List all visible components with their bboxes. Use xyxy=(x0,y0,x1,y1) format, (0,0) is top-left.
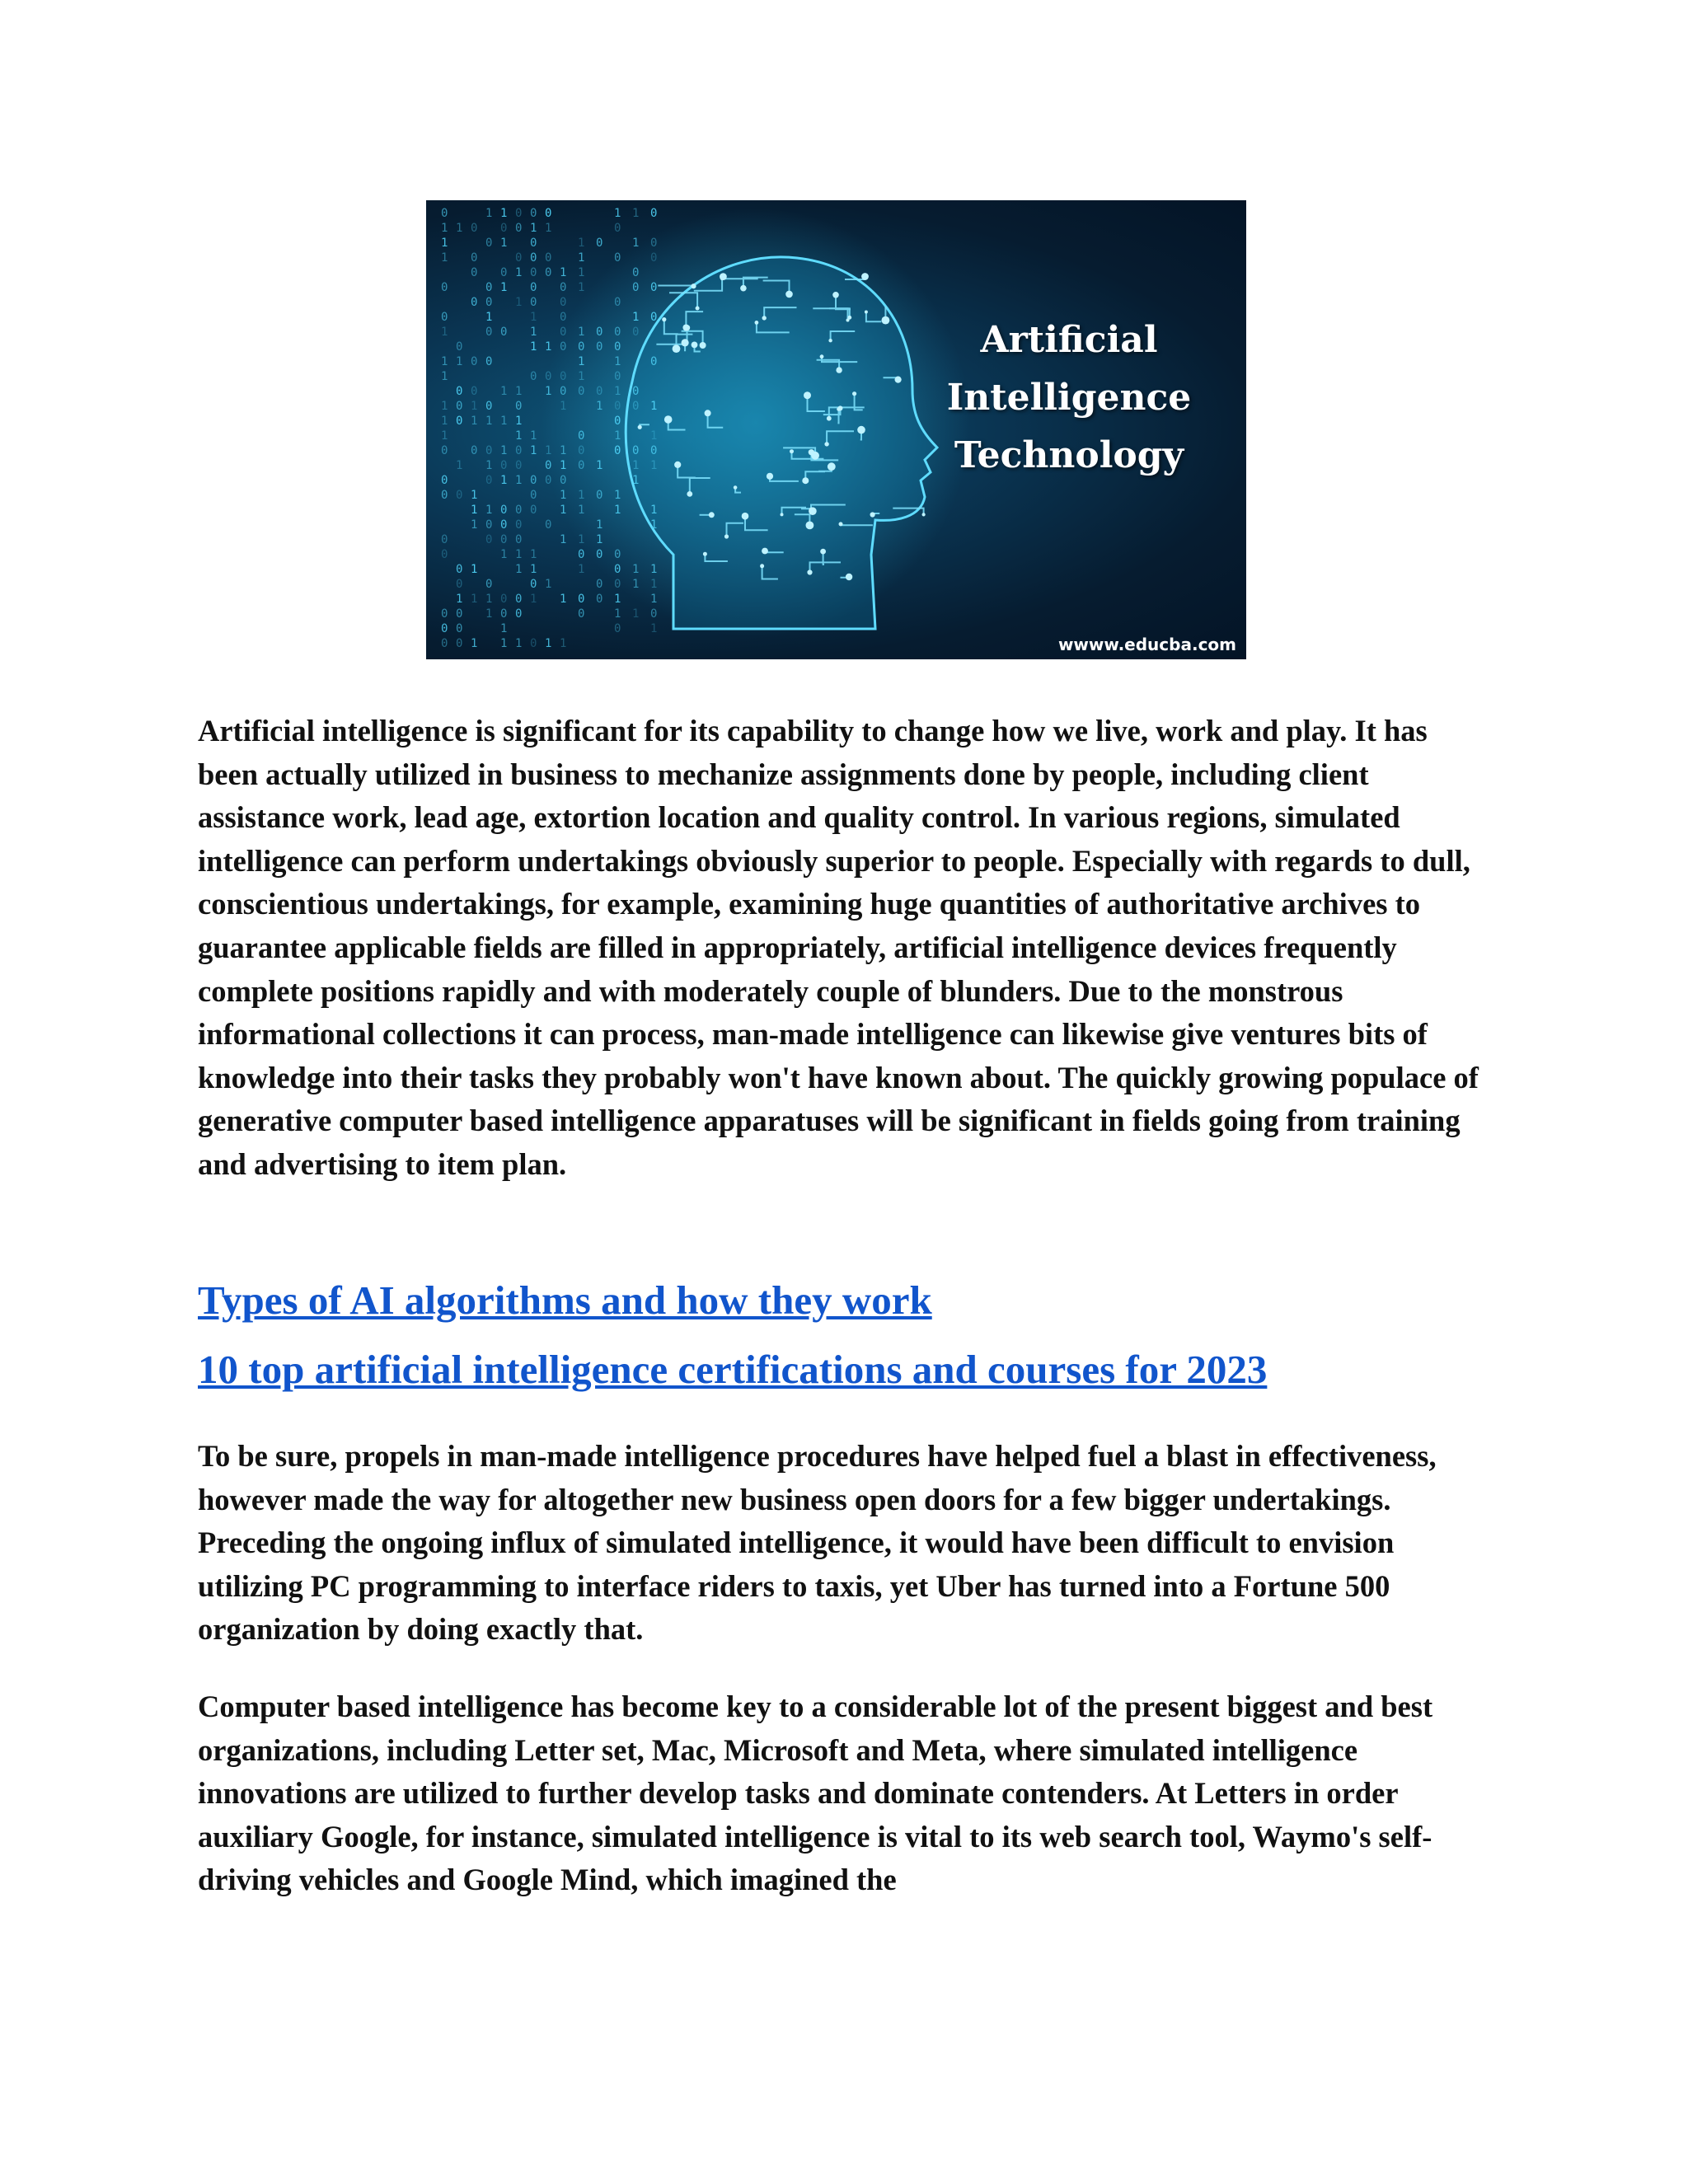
svg-text:1: 1 xyxy=(500,281,508,294)
svg-text:1: 1 xyxy=(650,578,658,591)
svg-text:0: 0 xyxy=(441,474,448,487)
svg-text:1: 1 xyxy=(500,548,508,561)
svg-text:0: 0 xyxy=(614,563,621,576)
svg-text:1: 1 xyxy=(485,593,493,606)
svg-text:0: 0 xyxy=(614,578,621,591)
svg-text:0: 0 xyxy=(530,207,537,220)
svg-text:0: 0 xyxy=(530,266,537,279)
svg-text:1: 1 xyxy=(500,207,508,220)
banner-title-line-1: Artificial xyxy=(980,319,1158,361)
svg-text:0: 0 xyxy=(578,607,585,621)
svg-text:0: 0 xyxy=(471,222,478,235)
svg-text:1: 1 xyxy=(578,251,585,265)
svg-text:0: 0 xyxy=(614,296,621,309)
svg-text:1: 1 xyxy=(632,311,640,324)
svg-text:0: 0 xyxy=(471,444,478,457)
svg-text:1: 1 xyxy=(596,400,603,413)
svg-text:1: 1 xyxy=(500,385,508,398)
svg-text:1: 1 xyxy=(456,459,463,472)
svg-text:1: 1 xyxy=(632,474,640,487)
banner-watermark-url: wwww.educba.com xyxy=(1057,635,1236,654)
svg-text:0: 0 xyxy=(632,444,640,457)
svg-text:0: 0 xyxy=(545,370,552,383)
svg-text:0: 0 xyxy=(614,622,621,635)
svg-text:0: 0 xyxy=(614,326,621,339)
svg-text:1: 1 xyxy=(441,237,448,250)
svg-text:1: 1 xyxy=(530,429,537,443)
svg-text:0: 0 xyxy=(441,533,448,546)
svg-text:0: 0 xyxy=(596,340,603,354)
svg-text:0: 0 xyxy=(515,400,523,413)
svg-text:0: 0 xyxy=(456,385,463,398)
svg-text:0: 0 xyxy=(500,607,508,621)
svg-text:0: 0 xyxy=(530,370,537,383)
svg-text:1: 1 xyxy=(515,266,523,279)
svg-text:1: 1 xyxy=(500,622,508,635)
svg-text:0: 0 xyxy=(560,385,567,398)
svg-text:1: 1 xyxy=(578,355,585,368)
svg-text:0: 0 xyxy=(560,340,567,354)
svg-text:1: 1 xyxy=(560,400,567,413)
svg-text:0: 0 xyxy=(500,593,508,606)
svg-text:0: 0 xyxy=(515,251,523,265)
svg-text:1: 1 xyxy=(471,563,478,576)
svg-text:0: 0 xyxy=(485,355,493,368)
svg-text:0: 0 xyxy=(614,251,621,265)
svg-text:1: 1 xyxy=(500,415,508,428)
svg-text:0: 0 xyxy=(596,237,603,250)
svg-text:1: 1 xyxy=(515,637,523,650)
svg-text:1: 1 xyxy=(578,281,585,294)
link-ai-certifications[interactable]: 10 top artificial intelligence certifications and courses for 2023 xyxy=(198,1347,1268,1392)
svg-text:0: 0 xyxy=(471,385,478,398)
svg-text:0: 0 xyxy=(485,518,493,532)
banner-title xyxy=(896,312,1242,485)
svg-text:0: 0 xyxy=(500,504,508,517)
svg-text:1: 1 xyxy=(530,340,537,354)
svg-text:0: 0 xyxy=(530,489,537,502)
svg-text:1: 1 xyxy=(614,489,621,502)
svg-text:1: 1 xyxy=(471,415,478,428)
svg-text:0: 0 xyxy=(485,326,493,339)
svg-text:1: 1 xyxy=(545,637,552,650)
svg-text:1: 1 xyxy=(560,459,567,472)
svg-text:1: 1 xyxy=(632,459,640,472)
svg-text:0: 0 xyxy=(578,593,585,606)
svg-text:0: 0 xyxy=(441,281,448,294)
svg-text:1: 1 xyxy=(650,622,658,635)
svg-text:1: 1 xyxy=(471,400,478,413)
svg-text:1: 1 xyxy=(578,326,585,339)
svg-text:0: 0 xyxy=(530,504,537,517)
svg-text:0: 0 xyxy=(441,444,448,457)
svg-text:1: 1 xyxy=(441,251,448,265)
svg-text:1: 1 xyxy=(578,533,585,546)
svg-text:1: 1 xyxy=(560,504,567,517)
svg-text:1: 1 xyxy=(578,504,585,517)
svg-text:0: 0 xyxy=(614,548,621,561)
svg-text:1: 1 xyxy=(485,607,493,621)
svg-text:1: 1 xyxy=(614,504,621,517)
svg-text:1: 1 xyxy=(545,444,552,457)
svg-text:0: 0 xyxy=(578,340,585,354)
svg-text:0: 0 xyxy=(650,444,658,457)
svg-text:0: 0 xyxy=(500,518,508,532)
svg-text:1: 1 xyxy=(545,385,552,398)
paragraph-biggest-organizations: Computer based intelligence has become key to a considerable lot of the present biggest and best organizations, including Letter set, Mac, Microsoft and Meta, where simulated intelligence innovations are utilized to further develop tasks and dominate contenders. At Letters in order auxiliary Google, for instance, simulated intelligence is vital to its web search tool, Waymo's self-driving vehicles and Google Mind, which imagined the xyxy=(198,1690,1433,1897)
svg-text:0: 0 xyxy=(650,251,658,265)
svg-text:0: 0 xyxy=(596,385,603,398)
svg-text:1: 1 xyxy=(515,296,523,309)
svg-text:0: 0 xyxy=(471,266,478,279)
svg-text:1: 1 xyxy=(560,533,567,546)
svg-text:1: 1 xyxy=(632,237,640,250)
svg-text:1: 1 xyxy=(614,607,621,621)
svg-text:0: 0 xyxy=(485,296,493,309)
svg-text:1: 1 xyxy=(441,415,448,428)
svg-text:0: 0 xyxy=(650,237,658,250)
svg-text:1: 1 xyxy=(596,533,603,546)
svg-text:0: 0 xyxy=(471,251,478,265)
svg-text:1: 1 xyxy=(471,489,478,502)
svg-text:1: 1 xyxy=(485,415,493,428)
svg-text:0: 0 xyxy=(441,637,448,650)
svg-text:0: 0 xyxy=(515,504,523,517)
svg-text:0: 0 xyxy=(456,340,463,354)
svg-text:1: 1 xyxy=(614,355,621,368)
svg-text:1: 1 xyxy=(530,563,537,576)
svg-text:1: 1 xyxy=(545,578,552,591)
svg-text:0: 0 xyxy=(456,622,463,635)
svg-text:0: 0 xyxy=(515,222,523,235)
svg-text:0: 0 xyxy=(560,474,567,487)
svg-text:1: 1 xyxy=(485,207,493,220)
svg-text:1: 1 xyxy=(530,444,537,457)
hero-banner-image xyxy=(426,200,1246,659)
svg-text:1: 1 xyxy=(650,563,658,576)
svg-text:0: 0 xyxy=(485,281,493,294)
svg-text:1: 1 xyxy=(515,474,523,487)
svg-text:0: 0 xyxy=(500,533,508,546)
svg-text:0: 0 xyxy=(500,326,508,339)
svg-text:1: 1 xyxy=(578,237,585,250)
svg-text:1: 1 xyxy=(614,385,621,398)
svg-text:1: 1 xyxy=(530,593,537,606)
link-types-of-ai-algorithms[interactable]: Types of AI algorithms and how they work xyxy=(198,1277,932,1323)
svg-text:0: 0 xyxy=(485,474,493,487)
svg-text:1: 1 xyxy=(560,489,567,502)
svg-text:0: 0 xyxy=(441,489,448,502)
svg-text:1: 1 xyxy=(441,355,448,368)
svg-text:1: 1 xyxy=(530,548,537,561)
svg-text:1: 1 xyxy=(560,266,567,279)
svg-text:0: 0 xyxy=(515,593,523,606)
svg-text:0: 0 xyxy=(530,474,537,487)
svg-text:1: 1 xyxy=(530,311,537,324)
svg-text:0: 0 xyxy=(530,578,537,591)
paragraph-intro: Artificial intelligence is significant for its capability to change how we live, work and play. It has been actually utilized in business to mechanize assignments done by people, including client assistance work, lead age, extortion location and quality control. In various regions, simulated intelligence can perform undertakings obviously superior to people. Especially with regards to dull, conscientious undertakings, for example, examining huge quantities of authoritative archives to guarantee applicable fields are filled in appropriately, artificial intelligence devices frequently complete positions rapidly and with moderately couple of blunders. Due to the monstrous informational collections it can process, man-made intelligence can likewise give ventures bits of knowledge into their tasks they probably won't have known about. The quickly growing populace of generative computer based intelligence apparatuses will be significant in fields going from training and advertising to item plan. xyxy=(198,714,1479,1181)
svg-text:1: 1 xyxy=(632,207,640,220)
svg-text:1: 1 xyxy=(650,504,658,517)
svg-text:1: 1 xyxy=(500,237,508,250)
svg-text:0: 0 xyxy=(515,607,523,621)
svg-text:0: 0 xyxy=(441,607,448,621)
svg-text:1: 1 xyxy=(515,563,523,576)
svg-text:1: 1 xyxy=(441,400,448,413)
svg-text:0: 0 xyxy=(500,222,508,235)
svg-text:0: 0 xyxy=(485,533,493,546)
svg-text:1: 1 xyxy=(560,593,567,606)
svg-text:0: 0 xyxy=(515,518,523,532)
svg-text:1: 1 xyxy=(441,222,448,235)
svg-text:1: 1 xyxy=(650,518,658,532)
svg-text:1: 1 xyxy=(515,548,523,561)
svg-text:1: 1 xyxy=(560,637,567,650)
svg-text:1: 1 xyxy=(471,593,478,606)
svg-text:1: 1 xyxy=(632,607,640,621)
svg-text:1: 1 xyxy=(515,429,523,443)
svg-text:1: 1 xyxy=(596,459,603,472)
svg-text:1: 1 xyxy=(545,222,552,235)
svg-text:0: 0 xyxy=(545,207,552,220)
svg-text:0: 0 xyxy=(530,251,537,265)
svg-text:0: 0 xyxy=(456,415,463,428)
svg-text:0: 0 xyxy=(485,237,493,250)
svg-text:1: 1 xyxy=(545,340,552,354)
svg-text:0: 0 xyxy=(578,444,585,457)
svg-text:0: 0 xyxy=(632,400,640,413)
svg-text:0: 0 xyxy=(560,281,567,294)
svg-text:0: 0 xyxy=(441,207,448,220)
svg-text:1: 1 xyxy=(456,355,463,368)
svg-text:1: 1 xyxy=(578,489,585,502)
svg-text:0: 0 xyxy=(650,355,658,368)
svg-text:0: 0 xyxy=(650,207,658,220)
svg-text:0: 0 xyxy=(614,222,621,235)
svg-text:1: 1 xyxy=(560,444,567,457)
svg-text:0: 0 xyxy=(596,489,603,502)
svg-text:1: 1 xyxy=(650,459,658,472)
svg-text:0: 0 xyxy=(560,370,567,383)
svg-text:0: 0 xyxy=(441,548,448,561)
related-links xyxy=(198,1266,1517,1404)
svg-text:1: 1 xyxy=(500,474,508,487)
svg-text:0: 0 xyxy=(471,296,478,309)
svg-text:0: 0 xyxy=(578,385,585,398)
svg-text:0: 0 xyxy=(596,548,603,561)
svg-text:1: 1 xyxy=(578,370,585,383)
svg-text:0: 0 xyxy=(515,533,523,546)
svg-text:0: 0 xyxy=(596,593,603,606)
svg-text:1: 1 xyxy=(471,504,478,517)
svg-text:1: 1 xyxy=(441,429,448,443)
paragraph-business-opportunities: To be sure, propels in man-made intelligence procedures have helped fuel a blast in effectiveness, however made the way for altogether new business open doors for a few bigger undertakings. Preceding the ongoing influx of simulated intelligence, it would have been difficult to envision utilizing PC programming to interface riders to taxis, yet Uber has turned into a Fortune 500 organization by doing exactly that. xyxy=(198,1439,1437,1647)
svg-text:0: 0 xyxy=(530,281,537,294)
svg-text:0: 0 xyxy=(456,400,463,413)
svg-text:0: 0 xyxy=(614,444,621,457)
svg-text:1: 1 xyxy=(441,326,448,339)
svg-text:0: 0 xyxy=(485,578,493,591)
svg-text:0: 0 xyxy=(530,237,537,250)
svg-text:1: 1 xyxy=(578,266,585,279)
svg-text:0: 0 xyxy=(614,400,621,413)
svg-text:1: 1 xyxy=(614,593,621,606)
svg-text:1: 1 xyxy=(650,429,658,443)
svg-text:0: 0 xyxy=(596,326,603,339)
banner-title-line-3: Technology xyxy=(954,434,1184,476)
svg-text:1: 1 xyxy=(530,326,537,339)
svg-text:1: 1 xyxy=(471,637,478,650)
svg-text:0: 0 xyxy=(614,340,621,354)
svg-text:0: 0 xyxy=(456,563,463,576)
svg-text:1: 1 xyxy=(515,385,523,398)
svg-text:1: 1 xyxy=(632,563,640,576)
svg-text:0: 0 xyxy=(500,459,508,472)
svg-text:1: 1 xyxy=(485,459,493,472)
svg-text:1: 1 xyxy=(471,518,478,532)
svg-text:1: 1 xyxy=(485,311,493,324)
svg-text:0: 0 xyxy=(614,415,621,428)
svg-text:0: 0 xyxy=(471,355,478,368)
svg-text:0: 0 xyxy=(614,370,621,383)
svg-text:0: 0 xyxy=(485,444,493,457)
svg-text:0: 0 xyxy=(545,459,552,472)
svg-text:0: 0 xyxy=(456,489,463,502)
svg-text:0: 0 xyxy=(650,281,658,294)
svg-text:1: 1 xyxy=(515,415,523,428)
svg-text:1: 1 xyxy=(650,593,658,606)
svg-text:0: 0 xyxy=(578,548,585,561)
svg-text:0: 0 xyxy=(515,207,523,220)
svg-text:0: 0 xyxy=(441,622,448,635)
svg-text:0: 0 xyxy=(500,266,508,279)
svg-text:1: 1 xyxy=(632,578,640,591)
svg-text:0: 0 xyxy=(485,400,493,413)
svg-text:0: 0 xyxy=(441,311,448,324)
svg-text:1: 1 xyxy=(614,429,621,443)
svg-text:0: 0 xyxy=(578,459,585,472)
svg-text:0: 0 xyxy=(632,326,640,339)
svg-text:0: 0 xyxy=(545,518,552,532)
svg-text:1: 1 xyxy=(456,222,463,235)
svg-text:0: 0 xyxy=(456,607,463,621)
svg-text:1: 1 xyxy=(530,222,537,235)
svg-text:0: 0 xyxy=(560,311,567,324)
svg-text:0: 0 xyxy=(515,459,523,472)
svg-text:0: 0 xyxy=(632,281,640,294)
svg-text:0: 0 xyxy=(632,385,640,398)
svg-text:1: 1 xyxy=(485,504,493,517)
svg-text:0: 0 xyxy=(578,429,585,443)
svg-text:0: 0 xyxy=(456,578,463,591)
svg-text:0: 0 xyxy=(545,266,552,279)
svg-text:1: 1 xyxy=(456,593,463,606)
svg-text:0: 0 xyxy=(545,251,552,265)
svg-text:0: 0 xyxy=(515,444,523,457)
svg-text:0: 0 xyxy=(650,607,658,621)
svg-text:0: 0 xyxy=(650,311,658,324)
banner-title-line-2: Intelligence xyxy=(946,377,1192,419)
svg-text:0: 0 xyxy=(545,474,552,487)
svg-text:1: 1 xyxy=(500,444,508,457)
svg-text:0: 0 xyxy=(530,296,537,309)
svg-text:0: 0 xyxy=(632,266,640,279)
svg-text:1: 1 xyxy=(596,518,603,532)
svg-text:0: 0 xyxy=(560,326,567,339)
svg-text:1: 1 xyxy=(578,563,585,576)
svg-text:1: 1 xyxy=(614,207,621,220)
svg-text:0: 0 xyxy=(456,637,463,650)
svg-text:0: 0 xyxy=(596,578,603,591)
svg-text:1: 1 xyxy=(441,370,448,383)
svg-text:1: 1 xyxy=(500,637,508,650)
svg-text:0: 0 xyxy=(560,296,567,309)
svg-text:1: 1 xyxy=(650,400,658,413)
svg-text:0: 0 xyxy=(530,637,537,650)
